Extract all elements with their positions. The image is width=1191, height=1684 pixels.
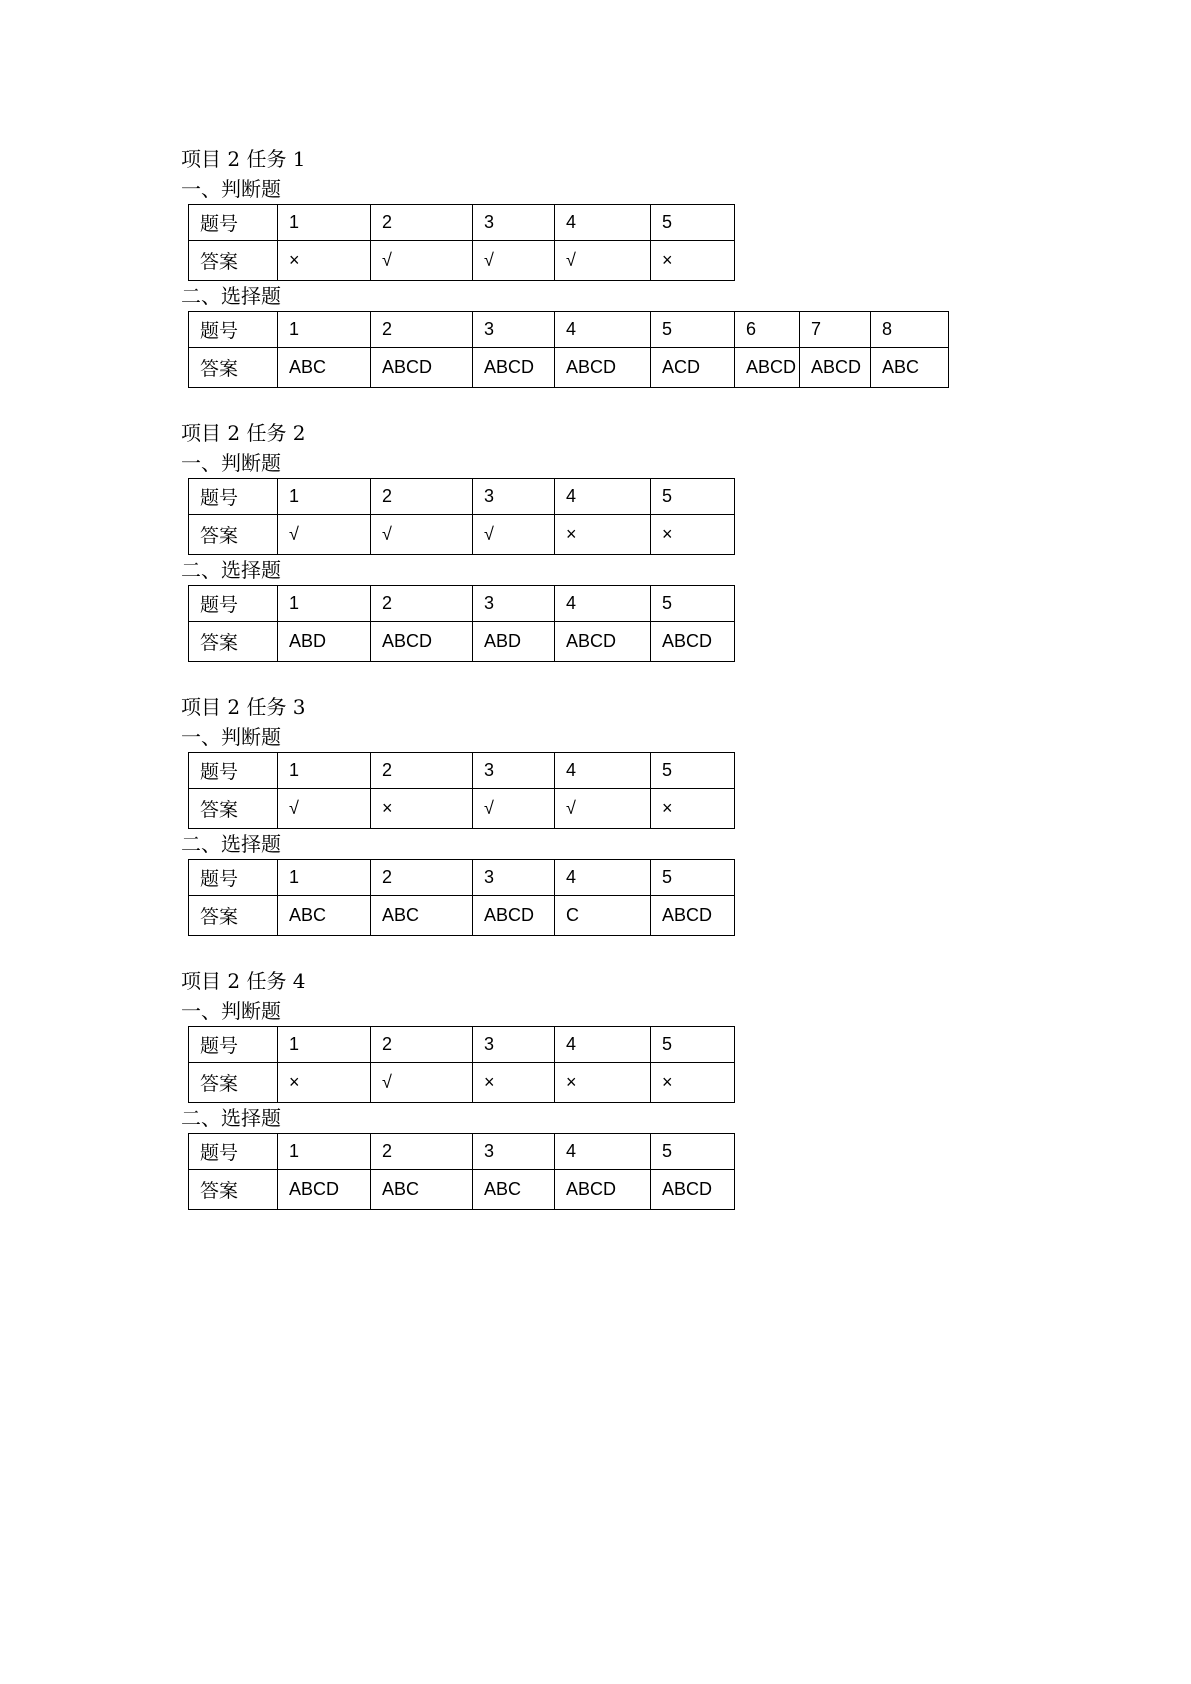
question-number-row-label: 题号: [189, 586, 278, 622]
judge-answer-cell: ×: [555, 1063, 651, 1103]
choice-answer-cell: ABCD: [651, 896, 735, 936]
question-number-row-label: 题号: [189, 753, 278, 789]
judge-question-number-cell: 5: [651, 1027, 735, 1063]
choice-question-number-cell: 7: [800, 312, 871, 348]
question-number-row-label: 题号: [189, 205, 278, 241]
judge-answer-row: [189, 1063, 735, 1103]
judge-heading: 一、判断题: [181, 451, 281, 475]
choice-answer-cell: ABD: [278, 622, 371, 662]
judge-question-number-cell: 5: [651, 205, 735, 241]
judge-answer-cell: ×: [651, 1063, 735, 1103]
question-number-row-label: 题号: [189, 312, 278, 348]
judge-question-number-cell: 2: [371, 1027, 473, 1063]
choice-answer-cell: ABC: [371, 1170, 473, 1210]
choice-question-number-cell: 5: [651, 1134, 735, 1170]
judge-answer-cell: √: [473, 789, 555, 829]
judge-answer-cell: ×: [473, 1063, 555, 1103]
choice-answer-cell: ABCD: [473, 348, 555, 388]
choice-answer-cell: ABC: [871, 348, 949, 388]
choice-question-number-cell: 1: [278, 312, 371, 348]
choice-table: [188, 859, 735, 936]
choice-answer-cell: ABCD: [735, 348, 800, 388]
choice-question-number-cell: 5: [651, 860, 735, 896]
judge-question-number-row: [189, 1027, 735, 1063]
choice-answer-cell: ABCD: [651, 1170, 735, 1210]
judge-question-number-cell: 3: [473, 753, 555, 789]
choice-question-number-cell: 6: [735, 312, 800, 348]
judge-question-number-cell: 1: [278, 1027, 371, 1063]
judge-answer-cell: √: [278, 789, 371, 829]
choice-answer-cell: ACD: [651, 348, 735, 388]
choice-question-number-cell: 3: [473, 312, 555, 348]
judge-question-number-cell: 2: [371, 479, 473, 515]
choice-answer-cell: ABCD: [371, 622, 473, 662]
judge-heading: 一、判断题: [181, 177, 281, 201]
choice-answer-row: [189, 1170, 735, 1210]
choice-heading: 二、选择题: [181, 284, 281, 308]
choice-answer-cell: C: [555, 896, 651, 936]
judge-answer-cell: ×: [651, 241, 735, 281]
task-section: [181, 144, 1081, 388]
judge-answer-cell: ×: [278, 1063, 371, 1103]
judge-question-number-cell: 3: [473, 479, 555, 515]
choice-answer-cell: ABD: [473, 622, 555, 662]
answer-row-label: 答案: [189, 896, 278, 936]
choice-answer-cell: ABCD: [651, 622, 735, 662]
task-section: [181, 966, 1081, 1210]
choice-question-number-row: [189, 312, 949, 348]
choice-answer-cell: ABC: [473, 1170, 555, 1210]
choice-question-number-cell: 2: [371, 312, 473, 348]
answer-row-label: 答案: [189, 348, 278, 388]
judge-question-number-cell: 2: [371, 205, 473, 241]
choice-answer-cell: ABCD: [555, 622, 651, 662]
answer-row-label: 答案: [189, 622, 278, 662]
judge-answer-cell: ×: [651, 515, 735, 555]
judge-heading: 一、判断题: [181, 999, 281, 1023]
judge-question-number-cell: 1: [278, 205, 371, 241]
answer-row-label: 答案: [189, 515, 278, 555]
judge-question-number-row: [189, 753, 735, 789]
choice-question-number-cell: 4: [555, 312, 651, 348]
judge-table: [188, 204, 735, 281]
choice-table: [188, 585, 735, 662]
judge-answer-row: [189, 789, 735, 829]
judge-question-number-cell: 1: [278, 479, 371, 515]
choice-answer-cell: ABC: [278, 896, 371, 936]
judge-answer-cell: √: [555, 241, 651, 281]
choice-question-number-cell: 5: [651, 312, 735, 348]
choice-answer-cell: ABCD: [371, 348, 473, 388]
judge-question-number-cell: 1: [278, 753, 371, 789]
choice-answer-cell: ABCD: [555, 348, 651, 388]
choice-question-number-cell: 4: [555, 860, 651, 896]
task-title: 项目 2 任务 1: [181, 147, 306, 171]
judge-table: [188, 478, 735, 555]
judge-answer-cell: √: [555, 789, 651, 829]
task-title: 项目 2 任务 2: [181, 421, 306, 445]
judge-answer-cell: √: [278, 515, 371, 555]
judge-question-number-row: [189, 205, 735, 241]
choice-question-number-cell: 8: [871, 312, 949, 348]
choice-heading: 二、选择题: [181, 558, 281, 582]
choice-question-number-row: [189, 586, 735, 622]
answer-row-label: 答案: [189, 1170, 278, 1210]
judge-answer-cell: √: [371, 1063, 473, 1103]
choice-answer-cell: ABC: [278, 348, 371, 388]
choice-question-number-cell: 2: [371, 1134, 473, 1170]
choice-question-number-row: [189, 860, 735, 896]
choice-answer-cell: ABCD: [555, 1170, 651, 1210]
choice-question-number-cell: 4: [555, 1134, 651, 1170]
answer-row-label: 答案: [189, 1063, 278, 1103]
judge-question-number-row: [189, 479, 735, 515]
choice-table: [188, 311, 949, 388]
question-number-row-label: 题号: [189, 479, 278, 515]
judge-question-number-cell: 5: [651, 479, 735, 515]
answer-row-label: 答案: [189, 789, 278, 829]
choice-answer-cell: ABCD: [278, 1170, 371, 1210]
answer-key-page: [181, 144, 1081, 1240]
judge-question-number-cell: 5: [651, 753, 735, 789]
choice-answer-cell: ABC: [371, 896, 473, 936]
judge-answer-cell: ×: [555, 515, 651, 555]
judge-answer-row: [189, 241, 735, 281]
judge-table: [188, 752, 735, 829]
task-section: [181, 692, 1081, 936]
judge-question-number-cell: 3: [473, 1027, 555, 1063]
choice-answer-row: [189, 622, 735, 662]
judge-question-number-cell: 4: [555, 753, 651, 789]
judge-question-number-cell: 4: [555, 205, 651, 241]
choice-question-number-cell: 1: [278, 1134, 371, 1170]
question-number-row-label: 题号: [189, 1134, 278, 1170]
judge-answer-cell: √: [371, 515, 473, 555]
choice-answer-cell: ABCD: [800, 348, 871, 388]
judge-answer-cell: ×: [278, 241, 371, 281]
choice-question-number-cell: 2: [371, 860, 473, 896]
judge-answer-cell: √: [473, 241, 555, 281]
choice-heading: 二、选择题: [181, 1106, 281, 1130]
judge-question-number-cell: 3: [473, 205, 555, 241]
judge-question-number-cell: 4: [555, 479, 651, 515]
judge-answer-cell: ×: [651, 789, 735, 829]
choice-question-number-cell: 3: [473, 586, 555, 622]
choice-question-number-cell: 5: [651, 586, 735, 622]
choice-question-number-cell: 3: [473, 1134, 555, 1170]
choice-answer-row: [189, 348, 949, 388]
judge-question-number-cell: 2: [371, 753, 473, 789]
answer-row-label: 答案: [189, 241, 278, 281]
judge-answer-cell: √: [473, 515, 555, 555]
judge-heading: 一、判断题: [181, 725, 281, 749]
choice-question-number-cell: 3: [473, 860, 555, 896]
judge-question-number-cell: 4: [555, 1027, 651, 1063]
choice-question-number-cell: 4: [555, 586, 651, 622]
task-title: 项目 2 任务 4: [181, 969, 306, 993]
question-number-row-label: 题号: [189, 860, 278, 896]
choice-heading: 二、选择题: [181, 832, 281, 856]
choice-table: [188, 1133, 735, 1210]
choice-answer-row: [189, 896, 735, 936]
judge-answer-cell: ×: [371, 789, 473, 829]
choice-question-number-row: [189, 1134, 735, 1170]
choice-question-number-cell: 2: [371, 586, 473, 622]
task-section: [181, 418, 1081, 662]
choice-question-number-cell: 1: [278, 860, 371, 896]
choice-question-number-cell: 1: [278, 586, 371, 622]
question-number-row-label: 题号: [189, 1027, 278, 1063]
task-title: 项目 2 任务 3: [181, 695, 306, 719]
judge-answer-cell: √: [371, 241, 473, 281]
choice-answer-cell: ABCD: [473, 896, 555, 936]
judge-answer-row: [189, 515, 735, 555]
judge-table: [188, 1026, 735, 1103]
